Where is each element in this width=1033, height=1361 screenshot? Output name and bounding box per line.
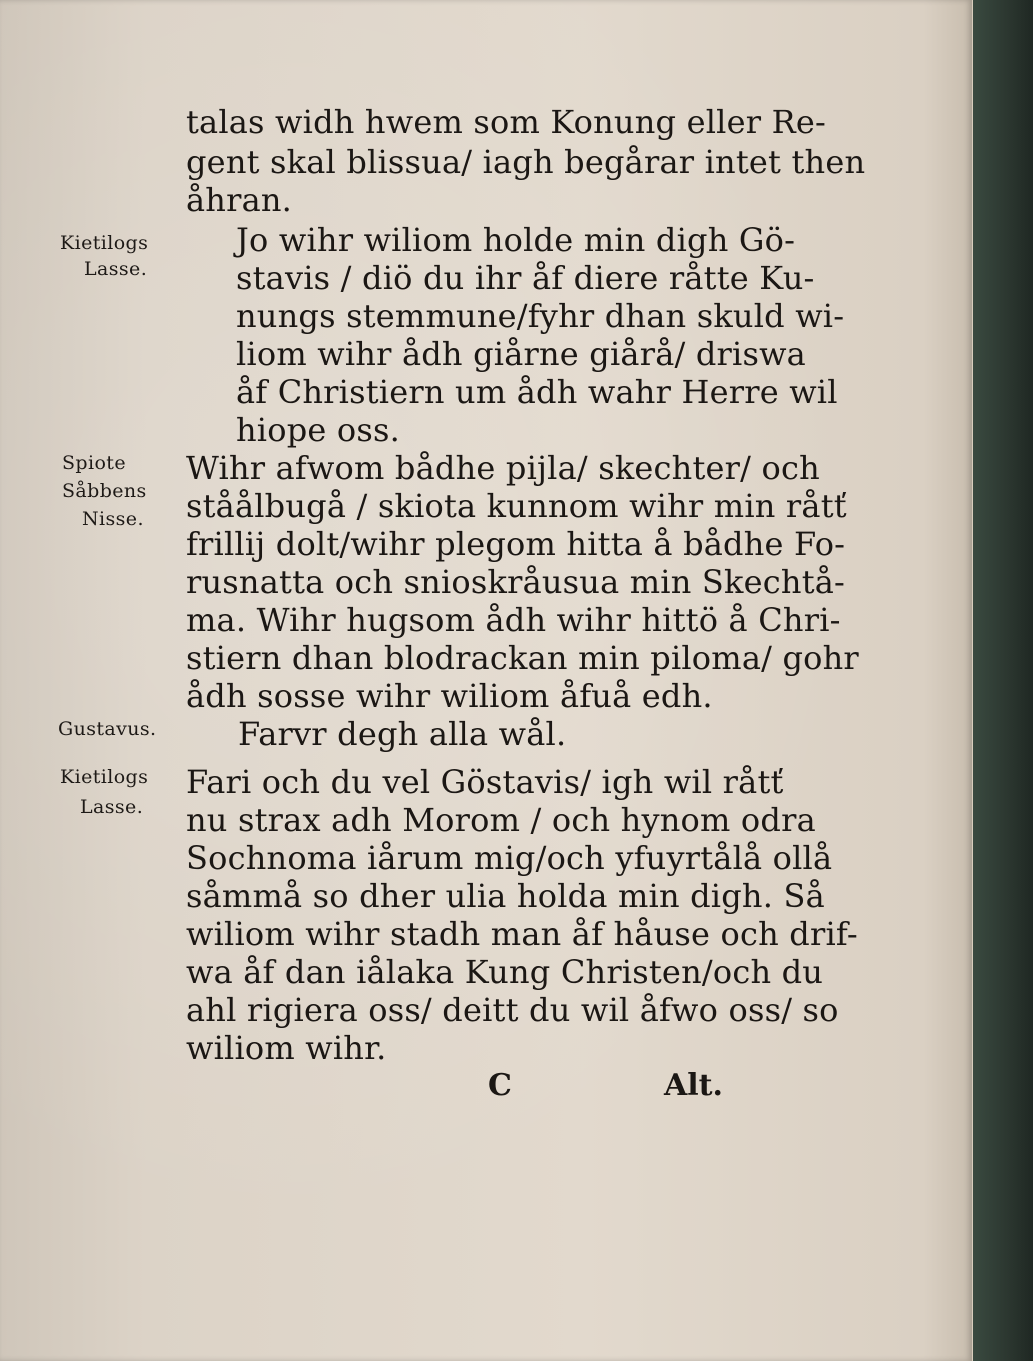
text-line-17: Farvr degh alla wål.	[238, 715, 567, 753]
speaker-lasse: Lasse.	[84, 258, 148, 280]
text-line-11: ståålbugå / skiota kunnom wihr min råtť	[186, 487, 847, 525]
speaker-kietilogs-2: Kietilogs	[60, 766, 149, 788]
text-line-9: hiope oss.	[236, 411, 400, 449]
speaker-kietilogs: Kietilogs	[60, 232, 149, 254]
speaker-nisse: Nisse.	[82, 508, 144, 530]
text-line-5: stavis / diö du ihr åf diere råtte Ku-	[236, 259, 815, 297]
text-line-14: ma. Wihr hugsom ådh wihr hittö å Chri-	[186, 601, 841, 639]
text-line-21: såmmå so dher ulia holda min digh. Så	[186, 877, 825, 915]
text-line-18: Fari och du vel Göstavis/ igh wil råtť	[186, 763, 784, 801]
text-line-22: wiliom wihr stadh man åf håuse och drif-	[186, 915, 858, 953]
text-line-23: wa åf dan iålaka Kung Christen/och du	[186, 953, 824, 991]
text-line-8: åf Christiern um ådh wahr Herre wil	[236, 373, 838, 411]
text-line-6: nungs stemmune/fyhr dhan skuld wi-	[236, 297, 845, 335]
catchword: Alt.	[664, 1068, 723, 1103]
text-line-4: Jo wihr wiliom holde min digh Gö-	[236, 221, 796, 259]
text-line-7: liom wihr ådh giårne giårå/ driswa	[236, 335, 806, 373]
book-binding	[973, 0, 1033, 1361]
text-line-20: Sochnoma iårum mig/och yfuyrtålå ollå	[186, 839, 833, 877]
text-line-1: talas widh hwem som Konung eller Re-	[186, 103, 827, 141]
speaker-lasse-2: Lasse.	[80, 796, 144, 818]
text-line-16: ådh sosse wihr wiliom åfuå edh.	[186, 677, 713, 715]
speaker-gustavus: Gustavus.	[58, 718, 157, 740]
text-line-12: frillij dolt/wihr plegom hitta å bådhe Fo-	[186, 525, 846, 563]
text-line-3: åhran.	[186, 181, 293, 219]
speaker-sabbens: Såbbens	[62, 480, 147, 502]
text-line-2: gent skal blissua/ iagh begårar intet then	[186, 143, 866, 181]
signature-mark: C	[488, 1068, 512, 1103]
text-line-24: ahl rigiera oss/ deitt du wil åfwo oss/ so	[186, 991, 839, 1029]
text-line-13: rusnatta och snioskråusua min Skechtå-	[186, 563, 846, 601]
text-line-10: Wihr afwom bådhe pijla/ skechter/ och	[186, 449, 820, 487]
text-line-25: wiliom wihr.	[186, 1029, 387, 1067]
text-line-19: nu strax adh Morom / och hynom odra	[186, 801, 816, 839]
speaker-spiote: Spiote	[62, 452, 126, 474]
text-line-15: stiern dhan blodrackan min piloma/ gohr	[186, 639, 859, 677]
